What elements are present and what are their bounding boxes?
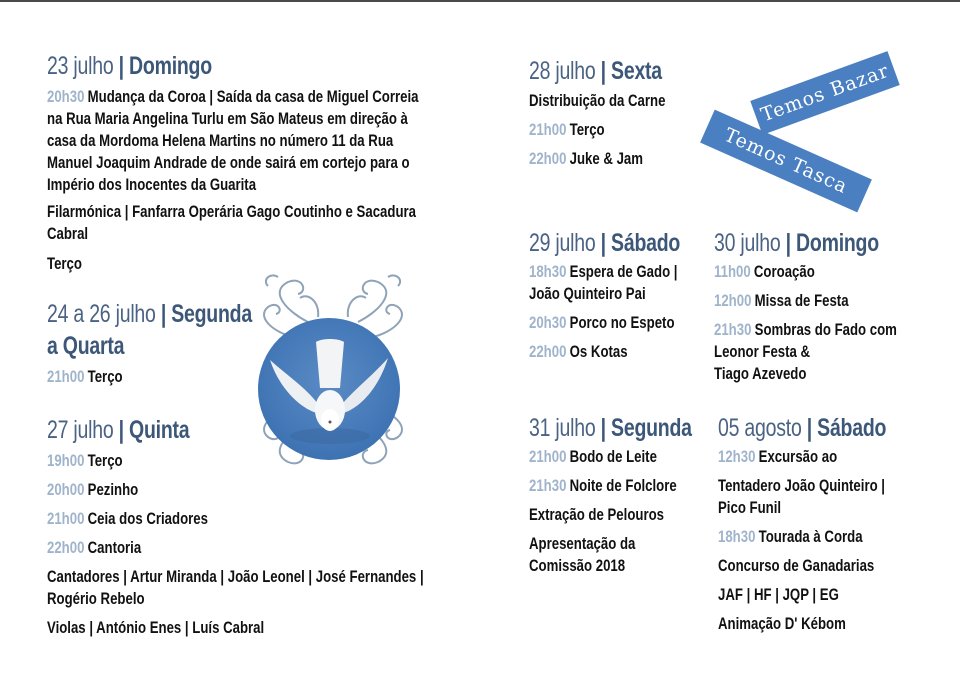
event-line: 21h00 Ceia dos Criadores: [47, 510, 208, 528]
top-border: [0, 0, 960, 2]
event-line: Tiago Azevedo: [714, 365, 807, 383]
event-line: Distribuição da Carne: [529, 92, 666, 110]
event-line: 22h00 Cantoria: [47, 539, 142, 557]
event-line: Terço: [47, 255, 82, 273]
event-line: Cantadores | Artur Miranda | João Leonel | José Fernandes |: [47, 568, 424, 586]
day-heading: 27 julho | Quinta: [47, 416, 190, 444]
event-line: 12h30 Excursão ao: [718, 448, 838, 466]
day-30-julho: [714, 229, 943, 385]
day-heading: 05 agosto | Sábado: [718, 414, 887, 442]
event-line: Apresentação da: [529, 535, 636, 553]
event-line: Cabral: [47, 225, 89, 243]
day-heading: 30 julho | Domingo: [714, 229, 879, 257]
day-heading-cont: a Quarta: [47, 332, 125, 360]
event-line: 12h00 Missa de Festa: [714, 292, 849, 310]
day-05-agosto: [718, 414, 934, 635]
dove-icon: [258, 318, 400, 460]
event-line: 21h30 Sombras do Fado com: [714, 321, 897, 339]
event-line: 20h30 Porco no Espeto: [529, 314, 675, 332]
day-heading: 29 julho | Sábado: [529, 229, 681, 257]
event-line: 20h30 Mudança da Coroa | Saída da casa de Miguel Correia: [47, 88, 419, 106]
event-line: Império dos Inocentes da Guarita: [47, 176, 257, 194]
event-line: Violas | António Enes | Luís Cabral: [47, 619, 265, 637]
event-line: Tentadero João Quinteiro |: [718, 477, 885, 495]
event-line: na Rua Maria Angelina Turlu em São Mateus em direção à: [47, 110, 408, 128]
event-line: 11h00 Coroação: [714, 263, 815, 281]
day-29-julho: [529, 229, 723, 363]
event-line: 22h00 Os Kotas: [529, 343, 628, 361]
event-line: 21h00 Terço: [47, 368, 123, 386]
day-heading: 31 julho | Segunda: [529, 414, 692, 442]
event-line: Filarmónica | Fanfarra Operária Gago Coutinho e Sacadura: [47, 203, 416, 221]
event-line: Extração de Pelouros: [529, 506, 664, 524]
day-heading: 24 a 26 julho | Segunda: [47, 300, 252, 328]
event-line: Rogério Rebelo: [47, 590, 145, 608]
event-line: Animação D' Kébom: [718, 615, 846, 633]
event-line: 21h00 Terço: [529, 121, 605, 139]
event-line: Pico Funil: [718, 499, 782, 517]
event-line: 22h00 Juke & Jam: [529, 150, 644, 168]
day-28-julho: [529, 57, 700, 170]
event-line: JAF | HF | JQP | EG: [718, 586, 839, 604]
event-line: Leonor Festa &: [714, 343, 811, 361]
event-line: Manuel Joaquim Andrade de onde sairá em cortejo para o: [47, 154, 410, 172]
event-line: 18h30 Espera de Gado |: [529, 263, 678, 281]
event-line: Comissão 2018: [529, 557, 626, 575]
banner-temos-tasca: Temos Tasca: [700, 110, 872, 213]
event-line: 19h00 Terço: [47, 452, 123, 470]
event-line: 21h00 Bodo de Leite: [529, 448, 657, 466]
event-line: 21h30 Noite de Folclore: [529, 477, 677, 495]
day-heading: 28 julho | Sexta: [529, 57, 662, 85]
day-heading: 23 julho | Domingo: [47, 52, 212, 80]
day-23-julho: [47, 52, 258, 80]
event-line: 20h00 Pezinho: [47, 481, 139, 499]
event-line: casa da Mordoma Helena Martins no número 11 da Rua: [47, 132, 394, 150]
event-line: João Quinteiro Pai: [529, 285, 646, 303]
dove-medallion: [258, 318, 400, 460]
day-31-julho: [529, 414, 738, 577]
event-line: 18h30 Tourada à Corda: [718, 528, 863, 546]
event-line: Concurso de Ganadarias: [718, 557, 875, 575]
day-23-events: [47, 86, 511, 275]
banner-temos-bazar: Temos Bazar: [750, 51, 900, 135]
